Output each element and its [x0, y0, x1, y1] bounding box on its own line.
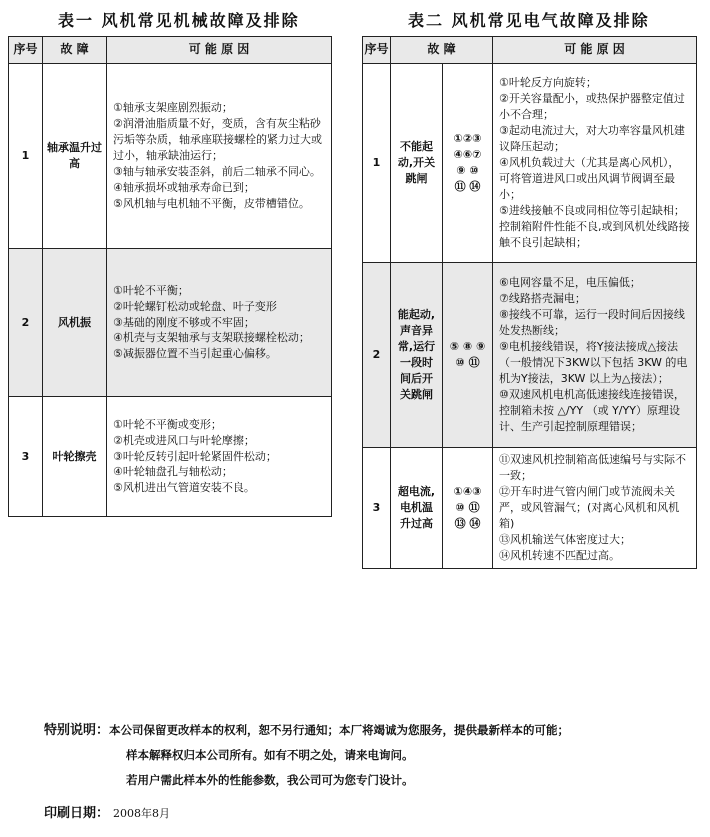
cause-item: ③基础的刚度不够或不牢固； — [113, 315, 255, 329]
fault-name: 风机振 — [43, 249, 107, 397]
print-date-label: 印刷日期： — [44, 806, 110, 821]
cause-item: ⑤风机进出气管道安装不良。 — [113, 481, 255, 495]
cause-list — [107, 64, 332, 249]
row-number: 3 — [9, 397, 43, 517]
cause-codes — [443, 64, 493, 263]
row-number: 1 — [363, 64, 391, 263]
cause-item: ⑧接线不可靠，运行一段时间后因接线处发热断线； — [499, 308, 685, 338]
code-line: ⑩ ⑪ — [455, 356, 480, 369]
cause-item: ⑥电网容量不足，电压偏低； — [499, 276, 641, 290]
cause-item: ④叶轮轴盘孔与轴松动； — [113, 465, 233, 479]
cause-list — [107, 249, 332, 397]
cause-item: ⑩双速风机电机高低速接线连接错误，控制箱未按 △/YY （或 Y/YY）原理设计、生产引起控制原理错误； — [499, 387, 685, 433]
row-number: 1 — [9, 64, 43, 249]
cause-item: ①叶轮反方向旋转； — [499, 76, 597, 90]
cause-item: ①叶轮不平衡； — [113, 283, 189, 297]
cause-item: ⑦线路搭壳漏电； — [499, 292, 586, 306]
header-no: 序号 — [363, 37, 391, 64]
table1-title: 表一 风机常见机械故障及排除 — [58, 11, 300, 30]
cause-list — [493, 64, 697, 263]
cause-item: ②机壳或进风口与叶轮摩擦； — [113, 433, 255, 447]
code-line: ⑬ ⑭ — [454, 516, 481, 530]
mechanical-fault-table — [8, 36, 332, 517]
table-row — [9, 397, 332, 517]
cause-list — [107, 397, 332, 517]
code-line: ⑪ ⑭ — [454, 179, 481, 193]
fault-name: 能起动,声音异常,运行一段时间后开关跳闸 — [391, 263, 443, 448]
cause-item: ⑪双速风机控制箱高低速编号与实际不一致； — [499, 453, 686, 482]
code-line: ①④③ — [453, 484, 482, 498]
code-line: ⑨ ⑩ — [456, 164, 479, 177]
cause-item: ④机壳与支架轴承与支架联接螺栓松动； — [113, 331, 310, 345]
cause-item: ④风机负载过大（尤其是离心风机），可将管道进风口或出风调节阀调至最小； — [499, 156, 680, 201]
cause-item: ②叶轮螺钉松动或轮盘、叶子变形 — [113, 299, 277, 313]
code-line: ④⑥⑦ — [453, 148, 482, 162]
fault-name: 不能起动,开关跳闸 — [391, 64, 443, 263]
cause-item: ⑫开车时进气管内闸门或节流阀未关严，或风管漏气；(对离心风机和风机箱) — [499, 484, 680, 530]
table-row — [363, 64, 697, 263]
cause-item: ③叶轮反转引起叶轮紧固件松动； — [113, 449, 277, 463]
print-date-value: 2008年8月 — [113, 807, 171, 820]
cause-codes — [443, 448, 493, 569]
header-causes: 可 能 原 因 — [493, 37, 697, 64]
row-number: 3 — [363, 448, 391, 569]
notes-text: 本公司保留更改样本的权利，恕不另行通知；本厂将竭诚为您服务，提供最新样本的可能； — [109, 723, 570, 737]
table-row — [363, 448, 697, 569]
table-row — [9, 64, 332, 249]
table-header-row — [363, 37, 697, 64]
notes-line: 样本解释权归本公司所有。如有不明之处，请来电询问。 — [126, 748, 414, 762]
cause-list — [493, 263, 697, 448]
notes-line — [44, 718, 569, 743]
table-row — [363, 263, 697, 448]
cause-item: ⑭风机转速不匹配过高。 — [499, 548, 620, 562]
code-line: ①②③ — [453, 132, 482, 146]
cause-item: ③轴与轴承安装歪斜，前后二轴承不同心。 — [113, 164, 321, 178]
cause-item: ①轴承支架座剧烈振动； — [113, 101, 233, 115]
header-fault: 故 障 — [43, 37, 107, 64]
cause-item: ⑬风机输送气体密度过大； — [499, 532, 631, 546]
cause-item: ⑤进线接触不良或同相位等引起缺相；控制箱附件性能不良,或到风机处线路接触不良引起缺相； — [499, 203, 690, 249]
fault-name: 超电流,电机温升过高 — [391, 448, 443, 569]
header-fault: 故 障 — [391, 37, 493, 64]
header-no: 序号 — [9, 37, 43, 64]
cause-item: ②润滑油脂质量不好，变质，含有灰尘粘砂污垢等杂质，轴承座联接螺栓的紧力过大或过小，轴承缺油运行； — [113, 117, 322, 163]
header-causes: 可 能 原 因 — [107, 37, 332, 64]
cause-item: ③起动电流过大，对大功率容量风机建议降压起动； — [499, 124, 685, 154]
cause-item: ⑨电机接线错误，将Y接法接成△接法（一般情况下3KW以下包括 3KW 的电机为Y接法，3KW 以上为△接法）； — [499, 340, 688, 385]
electrical-fault-table — [362, 36, 697, 569]
code-line: ⑤ ⑧ ⑨ — [449, 340, 486, 354]
cause-item: ⑤减振器位置不当引起重心偏移。 — [113, 347, 277, 361]
print-date — [44, 802, 170, 821]
code-line: ⑩ ⑪ — [455, 500, 480, 514]
row-number: 2 — [363, 263, 391, 448]
fault-name: 轴承温升过高 — [43, 64, 107, 249]
special-notes — [44, 718, 569, 793]
fault-name: 叶轮擦壳 — [43, 397, 107, 517]
table-row — [9, 249, 332, 397]
notes-line: 若用户需此样本外的性能参数，我公司可为您专门设计。 — [126, 773, 414, 787]
table-header-row — [9, 37, 332, 64]
notes-label: 特别说明： — [44, 723, 110, 738]
table2-title: 表二 风机常见电气故障及排除 — [408, 11, 650, 30]
cause-codes — [443, 263, 493, 448]
cause-item: ②开关容量配小，或热保护器整定值过小不合理； — [499, 92, 685, 122]
cause-item: ①叶轮不平衡或变形； — [113, 417, 222, 431]
cause-item: ⑤风机轴与电机轴不平衡，皮带槽错位。 — [113, 196, 310, 210]
row-number: 2 — [9, 249, 43, 397]
cause-item: ④轴承损坏或轴承寿命已到； — [113, 180, 255, 194]
cause-list — [493, 448, 697, 569]
